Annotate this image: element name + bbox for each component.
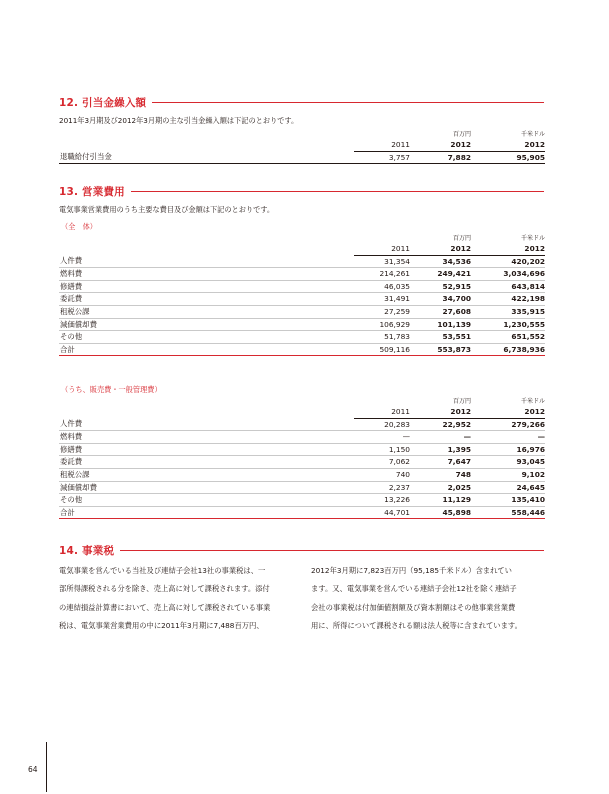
value-usd: 24,645 [471, 481, 545, 494]
year-2012-usd: 2012 [471, 406, 545, 418]
value-2012: 34,700 [410, 293, 471, 306]
value-2012: 101,139 [410, 318, 471, 331]
total-row [59, 506, 545, 519]
sga-expenses-table [59, 397, 545, 519]
value-2011: 44,701 [354, 506, 410, 519]
value-usd: 558,446 [471, 506, 545, 519]
value-2011: 3,757 [354, 151, 410, 164]
unit-row [59, 397, 545, 406]
value-usd: — [471, 431, 545, 444]
unit-row [59, 234, 545, 243]
unit-thousand-usd: 千米ドル [520, 398, 545, 405]
year-header-row [59, 406, 545, 418]
value-2011: 106,929 [354, 318, 410, 331]
value-2012: 7,882 [410, 151, 471, 164]
page-number: 64 [28, 765, 38, 774]
unit-million-yen: 百万円 [452, 131, 471, 138]
row-label: 租税公課 [59, 305, 354, 318]
value-2012: 53,551 [410, 331, 471, 344]
section-13-intro: 電気事業営業費用のうち主要な費目及び金額は下記のとおりです。 [59, 205, 275, 214]
value-2011: 51,783 [354, 331, 410, 344]
section-13-title: 13. 営業費用 [59, 185, 125, 198]
row-label: 人件費 [59, 418, 354, 431]
year-2011: 2011 [354, 406, 410, 418]
year-2012: 2012 [410, 139, 471, 151]
unit-row [59, 130, 545, 139]
table-row [59, 456, 545, 469]
value-2012: — [410, 431, 471, 444]
value-usd: 335,915 [471, 305, 545, 318]
year-2012: 2012 [410, 406, 471, 418]
value-2011: 1,150 [354, 443, 410, 456]
value-usd: 135,410 [471, 494, 545, 507]
value-2011: 31,354 [354, 255, 410, 268]
total-subheading: （全 体） [61, 222, 97, 231]
value-2011: 509,116 [354, 343, 410, 356]
value-2012: 249,421 [410, 268, 471, 281]
section-12-title: 12. 引当金繰入額 [59, 96, 147, 109]
year-header-row [59, 139, 545, 151]
value-2011: 214,261 [354, 268, 410, 281]
table-row [59, 481, 545, 494]
operating-expenses-total-table [59, 234, 545, 356]
provisions-table [59, 130, 545, 164]
value-2012: 27,608 [410, 305, 471, 318]
table-row [59, 443, 545, 456]
year-2012-usd: 2012 [471, 139, 545, 151]
paragraph-line: 電気事業を営んでいる当社及び連結子会社13社の事業税は、一 [59, 566, 266, 575]
business-tax-column-1 [59, 562, 293, 635]
table-row [59, 293, 545, 306]
row-label: 修繕費 [59, 443, 354, 456]
row-label: 燃料費 [59, 268, 354, 281]
value-2011: 27,259 [354, 305, 410, 318]
row-label: 委託費 [59, 456, 354, 469]
value-usd: 420,202 [471, 255, 545, 268]
value-usd: 3,034,696 [471, 268, 545, 281]
sga-subheading: （うち、販売費・一般管理費） [61, 385, 162, 394]
value-2012: 7,647 [410, 456, 471, 469]
value-2012: 45,898 [410, 506, 471, 519]
table-row [59, 431, 545, 444]
table-row [59, 331, 545, 344]
value-usd: 6,738,936 [471, 343, 545, 356]
row-label: 委託費 [59, 293, 354, 306]
section-14-title: 14. 事業税 [59, 544, 115, 557]
value-usd: 1,230,555 [471, 318, 545, 331]
year-header-row [59, 243, 545, 255]
row-label: 人件費 [59, 255, 354, 268]
row-label: 減価償却費 [59, 481, 354, 494]
value-usd: 643,814 [471, 280, 545, 293]
row-label: その他 [59, 494, 354, 507]
value-usd: 279,266 [471, 418, 545, 431]
year-2011: 2011 [354, 139, 410, 151]
section-rule [120, 550, 544, 551]
paragraph-line: 部所得課税される分を除き、売上高に対して課税されます。添付 [59, 584, 270, 594]
row-label: 合計 [59, 343, 354, 356]
value-2012: 553,873 [410, 343, 471, 356]
section-rule [131, 191, 544, 192]
total-row [59, 343, 545, 356]
row-label: 合計 [59, 506, 354, 519]
table-row [59, 280, 545, 293]
paragraph-line: 会社の事業税は付加価値割額及び資本割額はその他事業営業費 [311, 602, 516, 612]
table-row [59, 318, 545, 331]
paragraph-line: 用に、所得について課税される額は法人税等に含まれています。 [311, 620, 522, 630]
row-label: 退職給付引当金 [59, 151, 354, 164]
row-label: その他 [59, 331, 354, 344]
section-12-intro: 2011年3月期及び2012年3月期の主な引当金繰入額は下記のとおりです。 [59, 116, 299, 125]
value-usd: 95,905 [471, 151, 545, 164]
section-14-heading [59, 542, 544, 558]
section-rule [152, 102, 544, 103]
value-usd: 422,198 [471, 293, 545, 306]
row-label: 租税公課 [59, 468, 354, 481]
year-2012: 2012 [410, 243, 471, 255]
section-13-heading [59, 183, 544, 199]
value-usd: 16,976 [471, 443, 545, 456]
value-usd: 93,045 [471, 456, 545, 469]
value-2012: 34,536 [410, 255, 471, 268]
table-row [59, 255, 545, 268]
year-2011: 2011 [354, 243, 410, 255]
unit-million-yen: 百万円 [452, 398, 471, 405]
paragraph-line: の連結損益計算書において、売上高に対して課税されている事業 [59, 602, 271, 612]
table-row [59, 494, 545, 507]
unit-thousand-usd: 千米ドル [520, 131, 545, 138]
value-2012: 22,952 [410, 418, 471, 431]
row-label: 修繕費 [59, 280, 354, 293]
value-usd: 651,552 [471, 331, 545, 344]
table-row [59, 151, 545, 164]
value-2011: 20,283 [354, 418, 410, 431]
value-2011: 31,491 [354, 293, 410, 306]
value-2012: 1,395 [410, 443, 471, 456]
unit-thousand-usd: 千米ドル [520, 235, 545, 242]
row-label: 減価償却費 [59, 318, 354, 331]
value-2012: 52,915 [410, 280, 471, 293]
paragraph-line: ます。又、電気事業を営んでいる連結子会社12社を除く連結子 [311, 584, 517, 594]
business-tax-column-2 [311, 562, 545, 635]
table-row [59, 268, 545, 281]
row-label: 燃料費 [59, 431, 354, 444]
page-margin-rule [46, 742, 47, 792]
table-row [59, 305, 545, 318]
table-row [59, 418, 545, 431]
value-2011: 740 [354, 468, 410, 481]
paragraph-line: 2012年3月期に7,823百万円（95,185千米ドル）含まれてい [311, 566, 512, 575]
paragraph-line: 税は、電気事業営業費用の中に2011年3月期に7,488百万円、 [59, 620, 264, 630]
value-2012: 748 [410, 468, 471, 481]
value-2011: — [354, 431, 410, 444]
value-2012: 2,025 [410, 481, 471, 494]
value-2011: 46,035 [354, 280, 410, 293]
value-2011: 13,226 [354, 494, 410, 507]
value-2012: 11,129 [410, 494, 471, 507]
unit-million-yen: 百万円 [452, 235, 471, 242]
table-row [59, 468, 545, 481]
value-usd: 9,102 [471, 468, 545, 481]
year-2012-usd: 2012 [471, 243, 545, 255]
value-2011: 7,062 [354, 456, 410, 469]
section-12-heading [59, 94, 544, 110]
value-2011: 2,237 [354, 481, 410, 494]
